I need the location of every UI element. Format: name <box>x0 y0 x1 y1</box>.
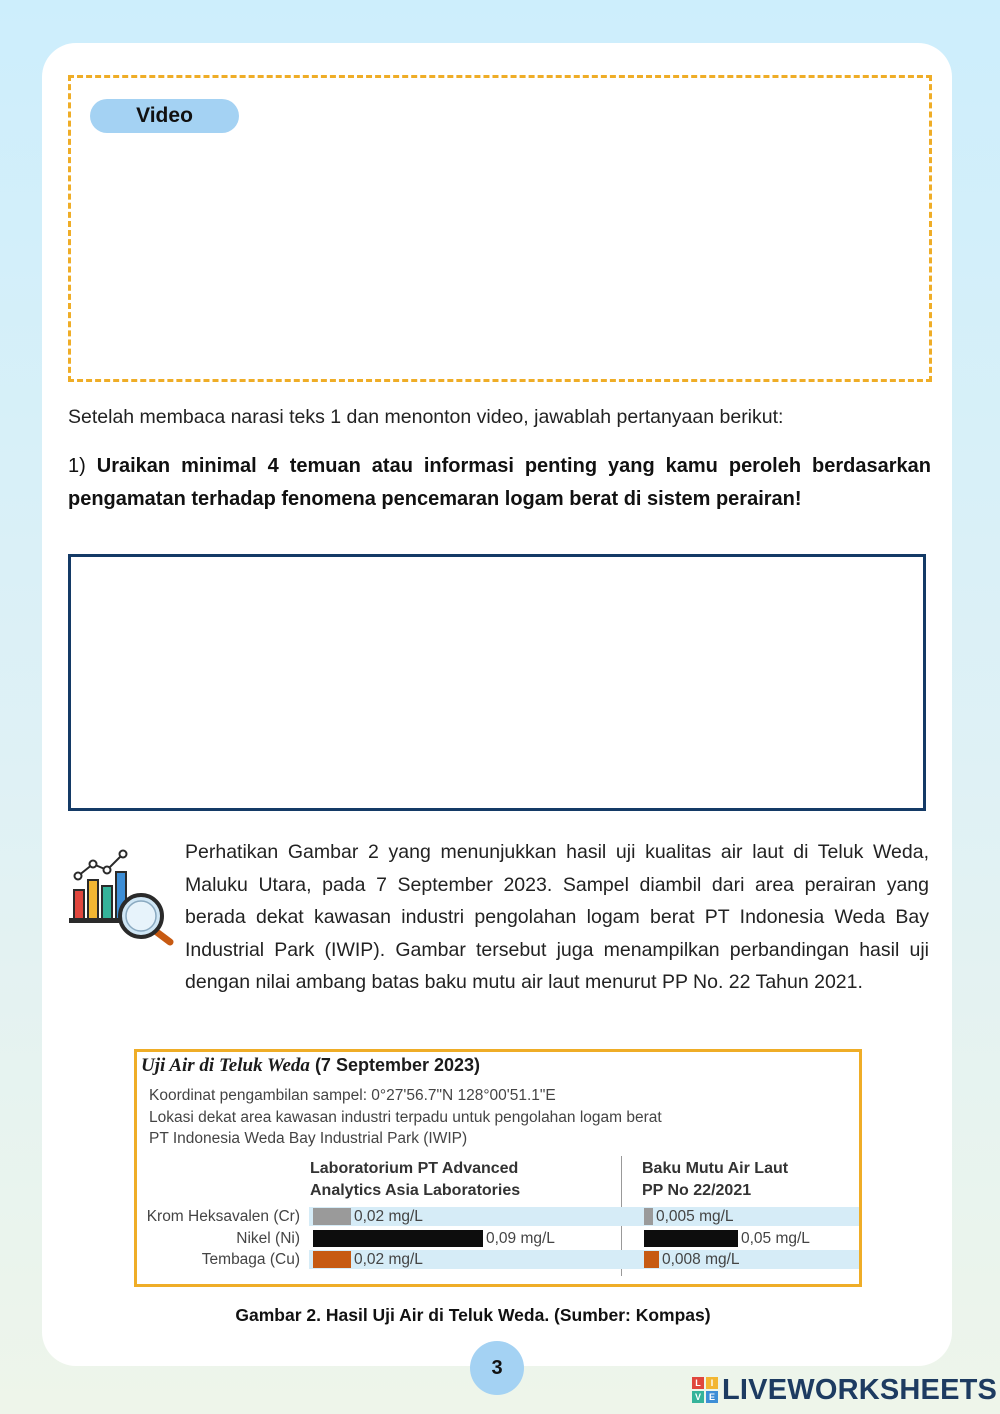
bar-lab <box>313 1251 351 1268</box>
figure-caption: Gambar 2. Hasil Uji Air di Teluk Weda. (Sumber: Kompas) <box>235 1305 711 1325</box>
bar-value-label: 0,02 mg/L <box>354 1208 423 1225</box>
standard-column-header: Baku Mutu Air Laut PP No 22/2021 <box>642 1160 789 1199</box>
figure-title-date: (7 September 2023) <box>314 1055 481 1075</box>
row-label: Tembaga (Cu) <box>201 1251 300 1268</box>
lab-column-header: Laboratorium PT Advanced Analytics Asia Laboratories <box>310 1160 521 1199</box>
instruction-text: Setelah membaca narasi teks 1 dan menonton video, jawablah pertanyaan berikut: <box>68 406 784 428</box>
chart-magnifier-icon <box>66 846 178 946</box>
question-text: Uraikan minimal 4 temuan atau informasi penting yang kamu peroleh berdasarkan pengamatan terhadap fenomena pencemaran logam berat di sistem perairan! <box>68 455 931 510</box>
bar-value-label: 0,05 mg/L <box>741 1230 810 1247</box>
row-label: Nikel (Ni) <box>236 1230 300 1247</box>
location-text: Lokasi dekat area kawasan industri terpadu untuk pengolahan logam berat <box>149 1108 662 1126</box>
bar-standard <box>644 1208 653 1225</box>
video-label: Video <box>90 99 239 133</box>
company-text: PT Indonesia Weda Bay Industrial Park (IWIP) <box>149 1130 468 1147</box>
page-number: 3 <box>470 1341 524 1395</box>
figure-title-main: Uji Air di Teluk Weda <box>141 1055 310 1076</box>
question-1 <box>68 450 931 516</box>
figure-description: Perhatikan Gambar 2 yang menunjukkan hasil uji kualitas air laut di Teluk Weda, Maluku Utara, pada 7 September 2023. Sampel diambil dari area perairan yang berada dekat kawasan industri pengolahan logam berat PT Indonesia Weda Bay Industrial Park (IWIP). Gambar tersebut juga menampilkan perbandingan hasil uji dengan nilai ambang batas baku mutu air laut menurut PP No. 22 Tahun 2021. <box>185 841 929 994</box>
figure-title <box>141 1055 480 1077</box>
bar-standard <box>644 1251 659 1268</box>
coordinates-text: Koordinat pengambilan sampel: 0°27'56.7"N 128°00'51.1"E <box>149 1087 556 1104</box>
answer-input[interactable] <box>68 554 926 811</box>
row-label: Krom Heksavalen (Cr) <box>146 1208 300 1225</box>
figure-details <box>149 1085 662 1150</box>
bar-value-label: 0,008 mg/L <box>662 1251 740 1268</box>
liveworksheets-brand[interactable] <box>692 1374 997 1406</box>
bar-value-label: 0,02 mg/L <box>354 1251 423 1268</box>
bar-standard <box>644 1230 738 1247</box>
bar-lab <box>313 1208 351 1225</box>
water-test-figure <box>134 1049 862 1287</box>
bar-value-label: 0,005 mg/L <box>656 1208 734 1225</box>
bar-lab <box>313 1230 483 1247</box>
brand-name: LIVEWORKSHEETS <box>722 1373 998 1406</box>
question-number: 1) <box>68 455 86 477</box>
bar-value-label: 0,09 mg/L <box>486 1230 555 1247</box>
liveworksheets-logo-icon: L I V E <box>692 1377 718 1403</box>
